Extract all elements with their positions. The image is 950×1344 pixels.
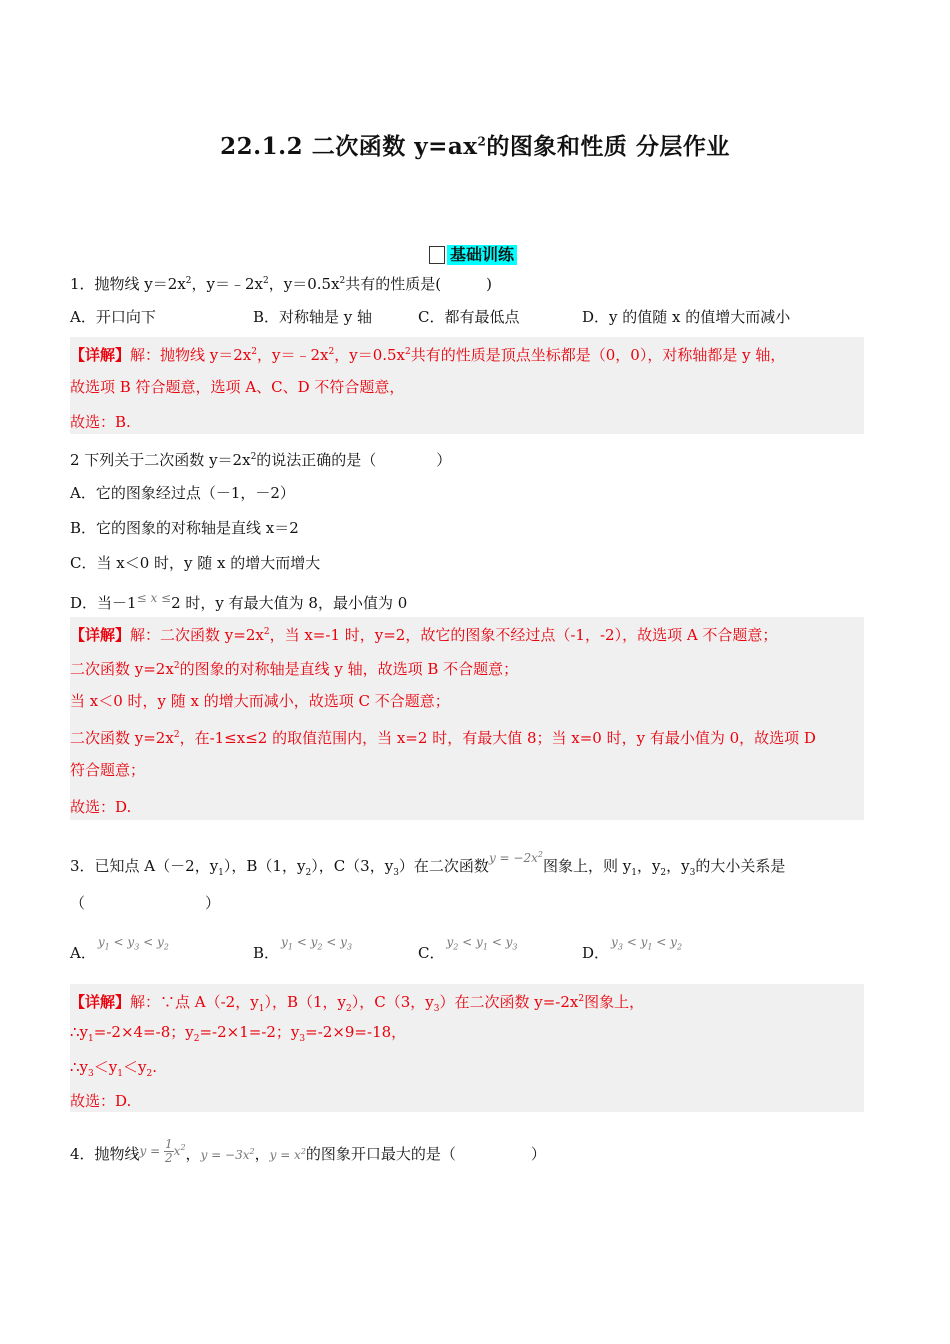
q2-option-b: B．它的图象的对称轴是直线 x＝2	[70, 519, 299, 537]
q3-formula: y = −2x2	[488, 850, 543, 865]
q2-option-c: C．当 x＜0 时，y 随 x 的增大而增大	[70, 554, 321, 572]
q4-formula-1: y = 1 2 x2	[139, 1137, 186, 1165]
q2-answer-line-4: 二次函数 $y=2x^2$，在-1≤x≤2 的取值范围内，当 x=2 时，有最大值 8；当 x=0 时，y 有最小值为 0，故选项 D	[70, 729, 816, 747]
q2-option-a: A．它的图象经过点（－1，－2）	[70, 484, 295, 502]
q1-answer-line-2: 故选项 B 符合题意，选项 A、C、D 不符合题意，	[70, 378, 405, 396]
section-heading: 基础训练	[429, 245, 517, 265]
q3-answer-line-3: $\therefore y_3<y_1<y_2$.	[70, 1058, 157, 1079]
q2-answer-box	[70, 617, 864, 820]
q2-answer-line-3: 当 x＜0 时，y 随 x 的增大而减小，故选项 C 不合题意；	[70, 692, 450, 710]
q2-answer-line-1: 【详解】解：二次函数 $y=2x^2$，当 x=-1 时，y=2，故它的图象不经过点（-1，-2），故选项 A 不合题意；	[70, 626, 778, 644]
q3-option-b: B．$^{y_1 < y_2 < y_3}$	[253, 935, 353, 962]
q1-option-d: D．y 的值随 x 的值增大而减小	[582, 308, 791, 326]
q1-answer-line-3: 故选：B.	[70, 413, 131, 431]
q3-answer-line-4: 故选：D.	[70, 1092, 132, 1110]
q1-answer-line-1: 【详解】解：抛物线 $y=2x^2$，$y=﹣2x^2$，$y=0.5x^2$共有的性质是顶点坐标都是（0，0），对称轴都是 y 轴，	[70, 346, 786, 364]
question-3-stem: 3．已知点 A（－2，$y_1$），B（1，$y_2$），C（3，$y_3$）在二次函数$^{y = -2x^2}$图象上，则 $y_1$，$y_2$，$y_3$的大小关系是	[70, 850, 786, 878]
question-4-stem: 4．抛物线$^{y = \frac{1}{2} x^2}$，$y = -3x^2$，$y = x^2$的图象开口最大的是（ ）	[70, 1137, 546, 1165]
q2-answer-line-5: 符合题意；	[70, 761, 146, 779]
q3-answer-line-1: 【详解】解：∵点 A（-2，$y_1$），B（1，$y_2$），C（3，$y_3$）在二次函数 $y=-2x^2$图象上，	[70, 993, 645, 1014]
q3-option-c: C．$^{y_2 < y_1 < y_3}$	[418, 935, 518, 962]
page-title: 22.1.2 二次函数 $y=ax^2$的图象和性质 分层作业	[220, 133, 730, 160]
q1-option-b: B．对称轴是 y 轴	[253, 308, 373, 326]
q3-answer-box	[70, 984, 864, 1112]
q4-formula-2: $y = -3x^2$	[200, 1147, 255, 1162]
q3-answer-paren: （ ）	[70, 894, 221, 912]
q1-option-a: A．开口向下	[70, 308, 156, 326]
q3-answer-line-2: $\therefore y_1=-2\times 4=-8$；$y_2=-2\times 1=-2$；$y_3=-2\times 9=-18$，	[70, 1023, 407, 1044]
q3-option-a: A．$^{y_1 < y_3 < y_2}$	[70, 935, 169, 962]
q2-option-d: D．当$-1^{\le x \le}2$ 时，y 有最大值为 8，最小值为 0	[70, 591, 408, 612]
checkbox-icon	[429, 246, 445, 264]
q3-option-d: D．$^{y_3 < y_1 < y_2}$	[582, 935, 683, 962]
question-2-stem: 2 下列关于二次函数 $y=2x^2$的说法正确的是（ ）	[70, 451, 452, 469]
q2-answer-line-6: 故选：D.	[70, 798, 132, 816]
q1-option-c: C．都有最低点	[418, 308, 520, 326]
question-1-stem: 1．抛物线 $y=2x^2$，$y=﹣2x^2$，$y=0.5x^2$共有的性质是( )	[70, 275, 492, 293]
q2-answer-line-2: 二次函数 $y=2x^2$的图象的对称轴是直线 y 轴，故选项 B 不合题意；	[70, 660, 519, 678]
q1-answer-box	[70, 337, 864, 434]
q4-formula-3: $y = x^2$	[269, 1147, 306, 1162]
